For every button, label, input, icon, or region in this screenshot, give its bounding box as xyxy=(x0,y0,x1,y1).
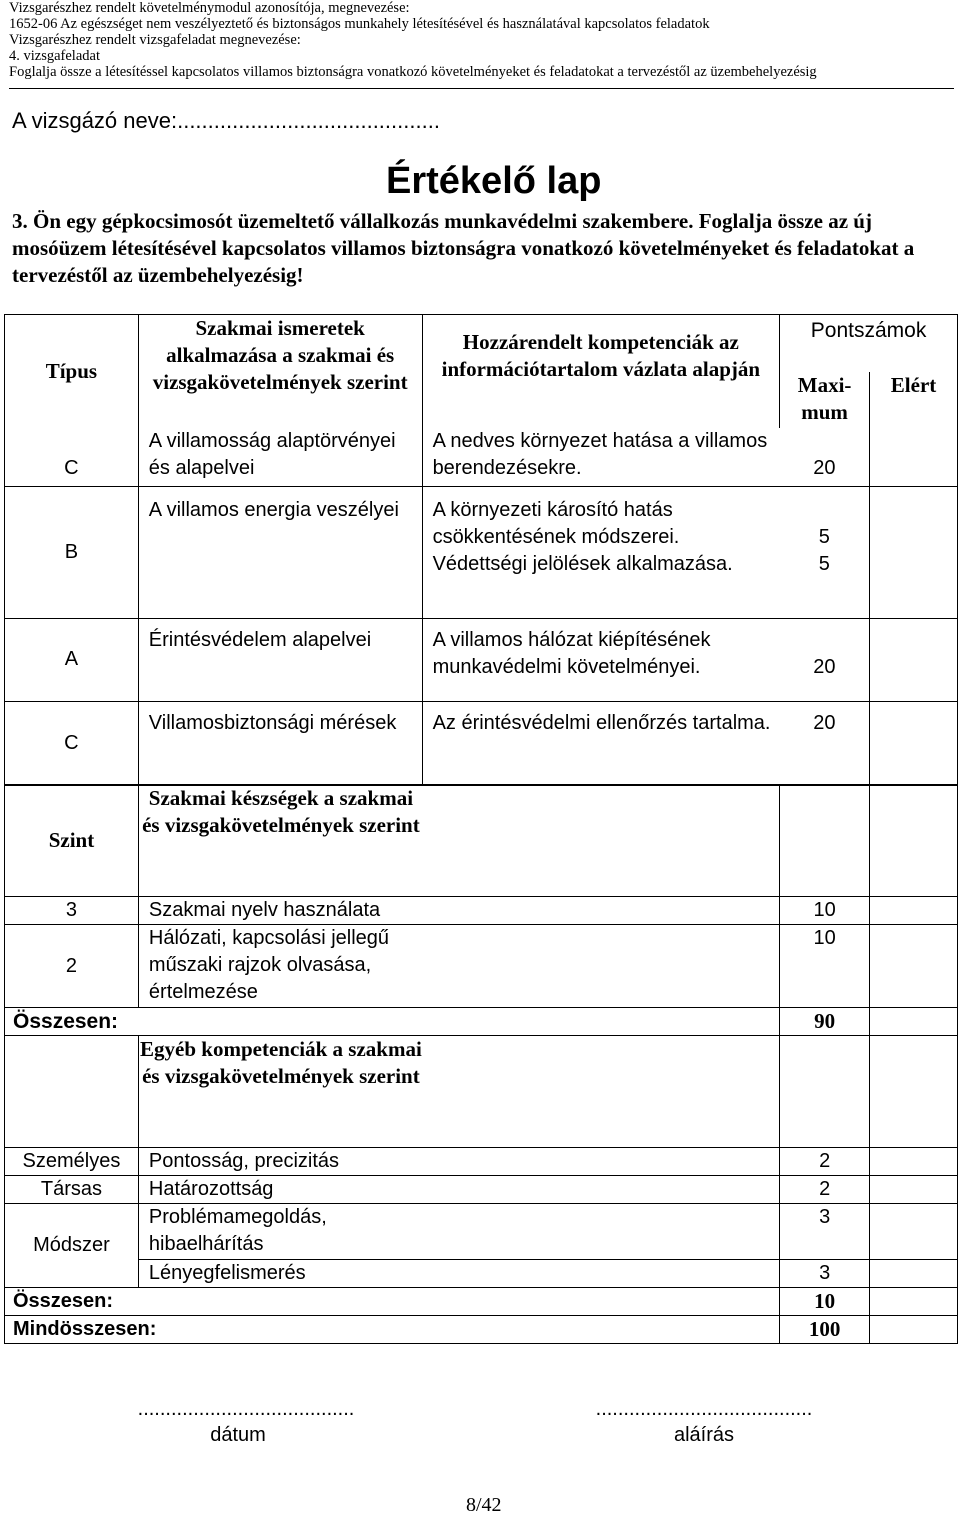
other2-group: Társas xyxy=(5,1176,139,1204)
header-points: Pontszámok xyxy=(780,315,958,372)
other4-achieved[interactable] xyxy=(870,1260,958,1288)
subtotal2-value[interactable]: 10 xyxy=(780,1288,870,1316)
header-line-task-number: 4. vizsgafeladat xyxy=(9,48,100,64)
skill2-max[interactable]: 10 xyxy=(780,925,870,1008)
subtotal1-value[interactable]: 90 xyxy=(780,1008,870,1036)
header-line-module-name: 1652-06 Az egészséget nem veszélyeztető és biztonságos munkahely létesítésével és használatával kapcsolatos feladatok xyxy=(9,16,710,32)
row2-competence-b: Védettségi jelölések alkalmazása. xyxy=(432,552,733,575)
total-label: Mindösszesen: xyxy=(5,1316,780,1344)
row1-max[interactable]: 20 xyxy=(780,428,870,487)
task-description: 3. Ön egy gépkocsimosót üzemeltető vállalkozás munkavédelmi szakembere. Foglalja össze az új mosóüzem létesítésével kapcsolatos villamos biztonságra vonatkozó követelményeket és feladatokat a tervezéstől az üzembehelyezésig! xyxy=(12,209,915,287)
header-line-module-label: Vizsgarészhez rendelt követelménymodul azonosítója, megnevezése: xyxy=(9,0,410,16)
row3-achieved[interactable] xyxy=(870,618,958,701)
other1-achieved[interactable] xyxy=(870,1148,958,1176)
header-type: Típus xyxy=(5,315,139,428)
skill2-label: Hálózati, kapcsolási jellegű műszaki rajzok olvasása, értelmezése xyxy=(148,927,390,1003)
other2-max[interactable]: 2 xyxy=(780,1176,870,1204)
candidate-name-field[interactable]: A vizsgázó neve:........................................... xyxy=(12,108,440,133)
row3-competence: A villamos hálózat kiépítésének munkavédelmi követelményei. xyxy=(422,618,780,701)
row1-competence: A nedves környezet hatása a villamos berendezésekre. xyxy=(422,428,780,487)
skill2-achieved[interactable] xyxy=(870,925,958,1008)
skill1-level: 3 xyxy=(5,897,139,925)
total-achieved[interactable] xyxy=(870,1316,958,1344)
header-line-task-label: Vizsgarészhez rendelt vizsgafeladat megnevezése: xyxy=(9,32,301,48)
header-achieved: Elért xyxy=(870,372,958,487)
row3-knowledge: Érintésvédelem alapelvei xyxy=(138,618,422,701)
header-line-task-name: Foglalja össze a létesítéssel kapcsolatos villamos biztonságra vonatkozó követelményeket és feladatokat a tervezéstől az üzembehelyezésig xyxy=(9,64,817,80)
row2-type: B xyxy=(5,486,139,618)
other2-achieved[interactable] xyxy=(870,1176,958,1204)
row2-max-a[interactable]: 5 xyxy=(818,525,830,548)
skill1-achieved[interactable] xyxy=(870,897,958,925)
subtotal2-achieved[interactable] xyxy=(870,1288,958,1316)
signature-label: aláírás xyxy=(673,1424,735,1446)
row2-max-b[interactable]: 5 xyxy=(818,552,830,575)
knowledge-table xyxy=(4,314,958,786)
skill1-max[interactable]: 10 xyxy=(780,897,870,925)
page-header xyxy=(9,0,954,80)
skills-table xyxy=(4,784,958,1344)
total-value[interactable]: 100 xyxy=(780,1316,870,1344)
header-level: Szint xyxy=(5,785,139,897)
signature-line[interactable]: ....................................... xyxy=(595,1398,813,1420)
skill1-label: Szakmai nyelv használata xyxy=(138,897,779,925)
row4-achieved[interactable] xyxy=(870,701,958,785)
header-divider xyxy=(9,88,954,89)
row4-knowledge: Villamosbiztonsági mérések xyxy=(138,701,422,785)
other1-max[interactable]: 2 xyxy=(780,1148,870,1176)
subtotal1-label: Összesen: xyxy=(5,1008,780,1036)
row1-type: C xyxy=(5,428,139,487)
other2-label: Határozottság xyxy=(138,1176,779,1204)
subtotal2-label: Összesen: xyxy=(5,1288,780,1316)
other1-group: Személyes xyxy=(5,1148,139,1176)
other4-label: Lényegfelismerés xyxy=(138,1260,779,1288)
skill2-level: 2 xyxy=(5,925,139,1008)
row4-type: C xyxy=(5,701,139,785)
row2-competence-a: A környezeti károsító hatás csökkentésének módszerei. xyxy=(432,498,680,548)
header-other: Egyéb kompetenciák a szakmai és vizsgakövetelmények szerint xyxy=(138,1036,779,1148)
header-skills: Szakmai készségek a szakmai és vizsgakövetelmények szerint xyxy=(138,785,779,897)
page-number: 8/42 xyxy=(466,1494,502,1516)
row4-max[interactable]: 20 xyxy=(780,701,870,785)
page-title: Értékelő lap xyxy=(386,160,602,202)
other3-label: Problémamegoldás, hibaelhárítás xyxy=(148,1206,327,1255)
skill2-label-cell xyxy=(138,925,779,1008)
other3-achieved[interactable] xyxy=(870,1204,958,1260)
row2-achieved[interactable] xyxy=(870,486,958,618)
row2-knowledge: A villamos energia veszélyei xyxy=(138,486,422,618)
subtotal1-achieved[interactable] xyxy=(870,1008,958,1036)
date-label: dátum xyxy=(210,1424,266,1446)
other3-max[interactable]: 3 xyxy=(780,1204,870,1260)
header-knowledge: Szakmai ismeretek alkalmazása a szakmai és vizsgakövetelmények szerint xyxy=(138,315,422,428)
other1-label: Pontosság, precizitás xyxy=(138,1148,779,1176)
row3-type: A xyxy=(5,618,139,701)
row3-max[interactable]: 20 xyxy=(780,618,870,701)
other3-group: Módszer xyxy=(5,1204,139,1288)
row2-competence xyxy=(422,486,780,618)
other4-max[interactable]: 3 xyxy=(780,1260,870,1288)
other3-label-cell xyxy=(138,1204,779,1260)
header-competence: Hozzárendelt kompetenciák az információtartalom vázlata alapján xyxy=(422,315,780,428)
row2-max xyxy=(780,486,870,618)
row4-competence: Az érintésvédelmi ellenőrzés tartalma. xyxy=(422,701,780,785)
row1-knowledge: A villamosság alaptörvényei és alapelvei xyxy=(138,428,422,487)
date-signature-line[interactable]: ....................................... xyxy=(137,1398,355,1420)
header-max: Maxi-mum xyxy=(780,372,870,428)
